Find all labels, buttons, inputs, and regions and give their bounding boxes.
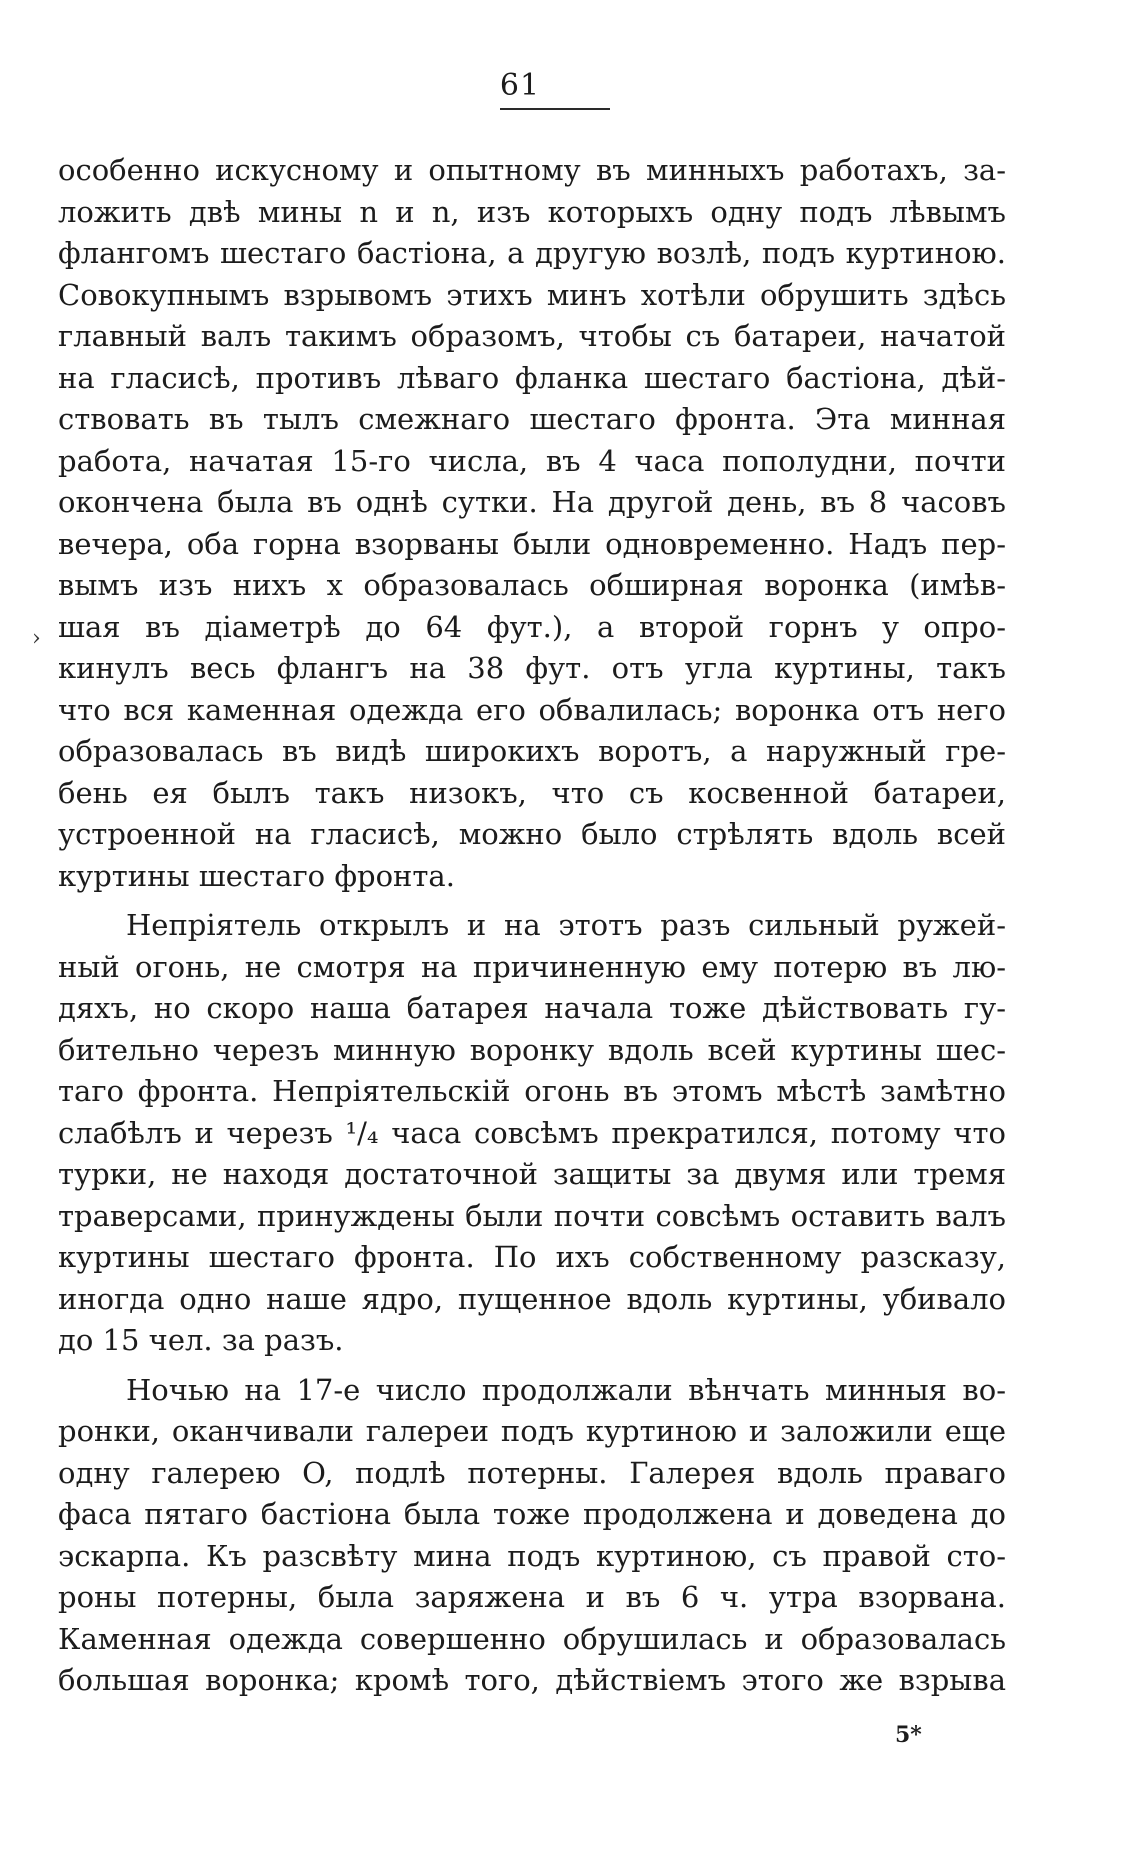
text-line: главный валъ такимъ образомъ, чтобы съ батареи, начатой bbox=[58, 319, 1006, 353]
text-line: флангомъ шестаго бастіона, а другую возлѣ, подъ куртиною. bbox=[58, 236, 1006, 270]
text-line: Непріятель открылъ и на этотъ разъ сильный ружей- bbox=[126, 908, 1006, 942]
text-line: образовалась въ видѣ широкихъ воротъ, а наружный гре- bbox=[58, 734, 1006, 768]
text-line: куртины шестаго фронта. По ихъ собственному разсказу, bbox=[58, 1240, 1006, 1274]
text-line: особенно искусному и опытному въ минныхъ работахъ, за- bbox=[58, 153, 1006, 187]
text-line: фаса пятаго бастіона была тоже продолжена и доведена до bbox=[58, 1497, 1006, 1531]
text-line: до 15 чел. за разъ. bbox=[58, 1323, 344, 1357]
text-line: одну галерею O, подлѣ потерны. Галерея вдоль праваго bbox=[58, 1455, 1006, 1490]
text-line: ложить двѣ мины n и n, изъ которыхъ одну подъ лѣвымъ bbox=[58, 194, 1006, 229]
text-line: эскарпа. Къ разсвѣту мина подъ куртиною, съ правой сто- bbox=[58, 1538, 1006, 1573]
text-line: слабѣлъ и черезъ ¹/₄ часа совсѣмъ прекратился, потому что bbox=[58, 1115, 1006, 1150]
paragraph bbox=[58, 150, 1006, 897]
header-rule bbox=[500, 108, 610, 110]
text-line: бительно черезъ минную воронку вдоль всей куртины шес- bbox=[58, 1032, 1006, 1067]
margin-mark: › bbox=[32, 626, 41, 651]
text-line: таго фронта. Непріятельскій огонь въ этомъ мѣстѣ замѣтно bbox=[58, 1074, 1006, 1108]
text-line: ронки, оканчивали галереи подъ куртиною и заложили еще bbox=[58, 1414, 1006, 1448]
text-line: большая воронка; кромѣ того, дѣйствіемъ этого же взрыва bbox=[58, 1663, 1006, 1697]
signature-mark: 5* bbox=[895, 1722, 922, 1748]
text-line: ствовать въ тылъ смежнаго шестаго фронта. Эта минная bbox=[58, 402, 1006, 436]
text-line: шая въ діаметрѣ до 64 фут.), а второй горнъ y опро- bbox=[58, 609, 1006, 644]
text-line: иногда одно наше ядро, пущенное вдоль куртины, убивало bbox=[58, 1281, 1006, 1316]
paragraph bbox=[58, 1370, 1006, 1702]
text-line: турки, не находя достаточной защиты за двумя или тремя bbox=[58, 1157, 1006, 1191]
body-text bbox=[58, 150, 1006, 1702]
text-line: что вся каменная одежда его обвалилась; воронка отъ него bbox=[58, 692, 1006, 727]
text-line: вечера, оба горна взорваны были одновременно. Надъ пер- bbox=[58, 526, 1006, 561]
text-line: вымъ изъ нихъ x образовалась обширная воронка (имѣв- bbox=[58, 568, 1006, 602]
text-line: куртины шестаго фронта. bbox=[58, 858, 455, 893]
paragraph bbox=[58, 905, 1006, 1362]
text-line: роны потерны, была заряжена и въ 6 ч. утра взорвана. bbox=[58, 1580, 1006, 1614]
page-number: 61 bbox=[499, 68, 541, 103]
text-line: дяхъ, но скоро наша батарея начала тоже дѣйствовать гу- bbox=[58, 991, 1006, 1025]
text-line: траверсами, принуждены были почти совсѣмъ оставить валъ bbox=[58, 1198, 1006, 1233]
text-line: на гласисѣ, противъ лѣваго фланка шестаго бастіона, дѣй- bbox=[58, 360, 1006, 395]
text-line: кинулъ весь флангъ на 38 фут. отъ угла куртины, такъ bbox=[58, 651, 1006, 685]
text-line: устроенной на гласисѣ, можно было стрѣлять вдоль всей bbox=[58, 817, 1006, 851]
text-line: ный огонь, не смотря на причиненную ему потерю въ лю- bbox=[58, 949, 1006, 984]
text-line: окончена была въ однѣ сутки. На другой день, въ 8 часовъ bbox=[58, 485, 1006, 519]
text-line: бень ея былъ такъ низокъ, что съ косвенной батареи, bbox=[58, 775, 1006, 810]
text-line: Ночью на 17-е число продолжали вѣнчать минныя во- bbox=[126, 1372, 1006, 1407]
text-line: Каменная одежда совершенно обрушилась и образовалась bbox=[58, 1621, 1006, 1656]
text-line: Совокупнымъ взрывомъ этихъ минъ хотѣли обрушить здѣсь bbox=[58, 277, 1006, 312]
text-line: работа, начатая 15-го числа, въ 4 часа пополудни, почти bbox=[58, 443, 1006, 478]
